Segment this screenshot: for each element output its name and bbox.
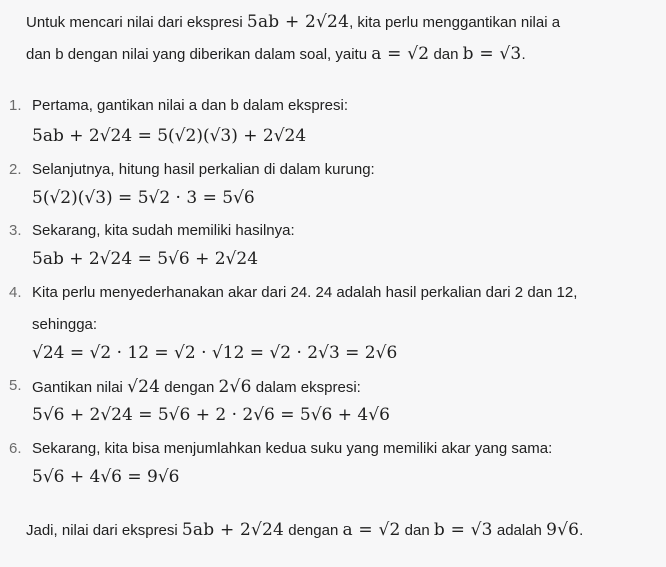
step-equation: 5√6 + 2√24 = 5√6 + 2 · 2√6 = 5√6 + 4√6 <box>32 405 390 425</box>
step-text: Sekarang, kita sudah memiliki hasilnya: <box>32 222 295 239</box>
step-equation: 5(√2)(√3) = 5√2 · 3 = 5√6 <box>32 188 255 208</box>
inline-expression: 2√6 <box>218 377 252 397</box>
step-equation: √24 = √2 · 12 = √2 · √12 = √2 · 2√3 = 2√6 <box>32 343 398 363</box>
intro-text: Untuk mencari nilai dari ekspresi <box>26 14 247 31</box>
step-number: 4. <box>9 284 22 301</box>
intro-text: . <box>521 46 526 63</box>
final-result: 9√6 <box>546 520 580 540</box>
conclusion: Jadi, nilai dari ekspresi 5ab + 2√24 dengan a = √2 dan b = √3 adalah 9√6. <box>26 520 584 540</box>
intro-line-2 <box>26 44 526 64</box>
intro-text: dan b dengan nilai yang diberikan dalam soal, yaitu <box>26 46 372 63</box>
intro-text: dan <box>429 46 463 63</box>
inline-expression: √24 <box>127 377 161 397</box>
step-number: 5. <box>9 377 22 394</box>
step-text: Kita perlu menyederhanakan akar dari 24. 24 adalah hasil perkalian dari 2 dan 12, <box>32 284 578 301</box>
value-a: a = √2 <box>371 44 430 64</box>
step-number: 1. <box>9 97 22 114</box>
step-text: Sekarang, kita bisa menjumlahkan kedua suku yang memiliki akar yang sama: <box>32 440 553 457</box>
intro-text: , kita perlu menggantikan nilai a <box>349 14 561 31</box>
value-a: a = √2 <box>342 520 401 540</box>
step-number: 3. <box>9 222 22 239</box>
step-number: 6. <box>9 440 22 457</box>
conclusion-expression: 5ab + 2√24 <box>181 520 285 540</box>
value-b: b = √3 <box>462 44 522 64</box>
step-text: Gantikan nilai √24 dengan 2√6 dalam ekspresi: <box>32 377 361 397</box>
step-equation: 5√6 + 4√6 = 9√6 <box>32 467 180 487</box>
intro-expression: 5ab + 2√24 <box>246 12 350 32</box>
step-number: 2. <box>9 161 22 178</box>
step-text-continued: sehingga: <box>32 316 98 333</box>
step-text: Pertama, gantikan nilai a dan b dalam ekspresi: <box>32 97 349 114</box>
value-b: b = √3 <box>433 520 493 540</box>
intro-line-1 <box>26 12 560 32</box>
step-equation: 5ab + 2√24 = 5(√2)(√3) + 2√24 <box>32 126 307 146</box>
step-text: Selanjutnya, hitung hasil perkalian di dalam kurung: <box>32 161 375 178</box>
step-equation: 5ab + 2√24 = 5√6 + 2√24 <box>32 249 259 269</box>
